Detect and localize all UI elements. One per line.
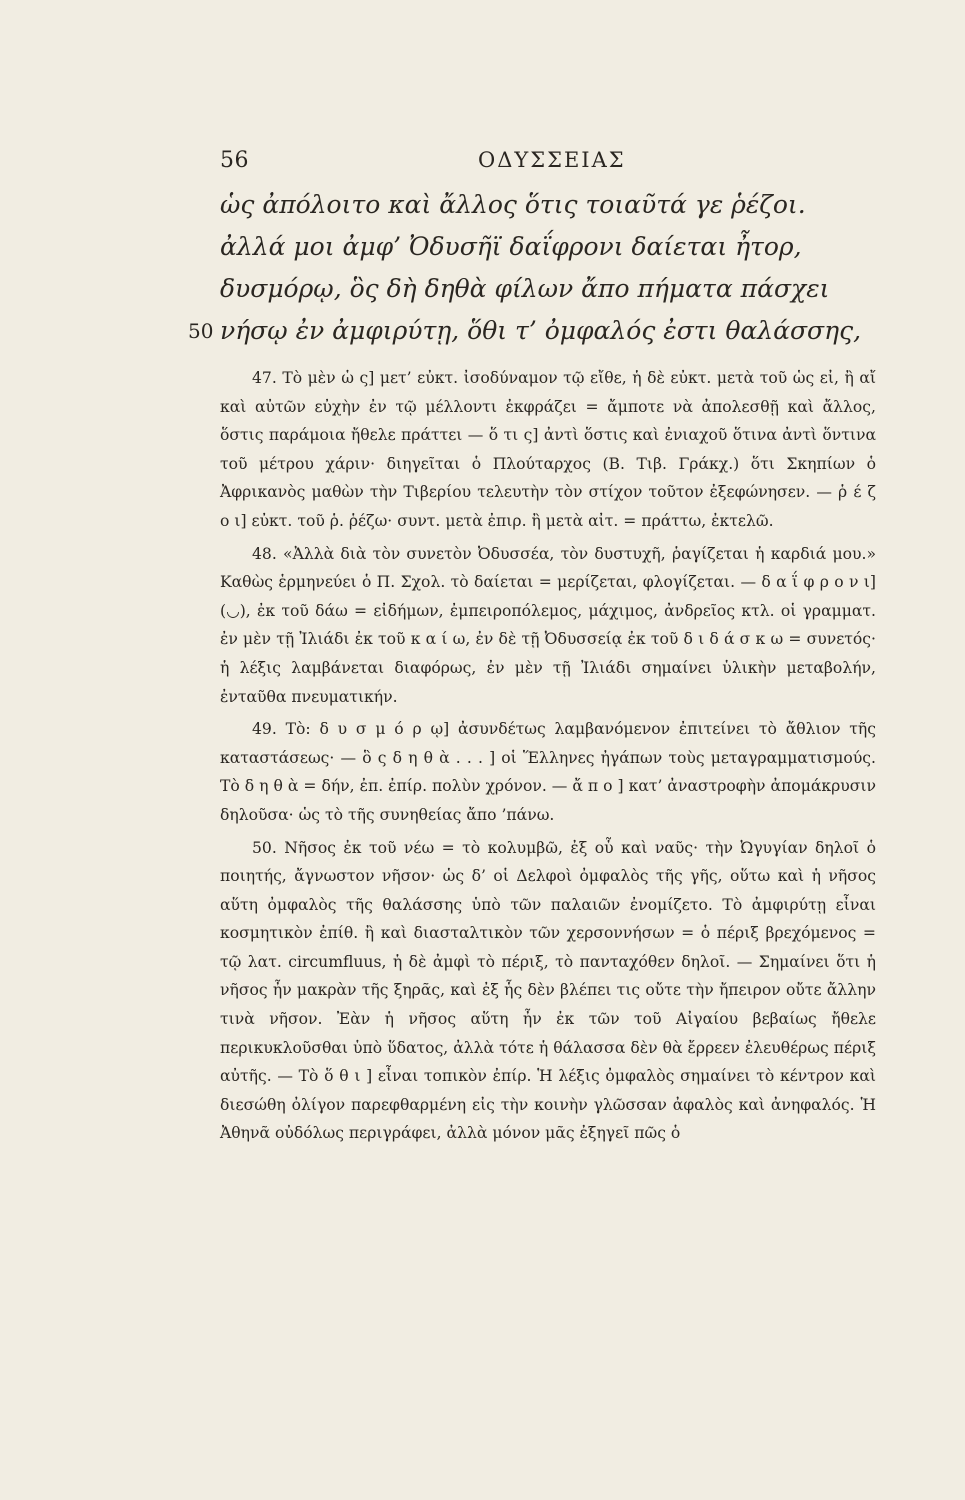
verse-block: [188, 184, 870, 352]
commentary-note-48: 48. «Ἀλλὰ διὰ τὸν συνετὸν Ὀδυσσέα, τὸν δυστυχῆ, ῥαγίζεται ἡ καρδιά μου.» Καθὼς ἑρμηνεύει ὁ Π. Σχολ. τὸ δαίεται = μερίζεται, φλογίζεται. — δ α ΐ φ ρ ο ν ι] (◡), ἐκ τοῦ δάω = εἰδήμων, ἐμπειροπόλεμος, μάχιμος, ἀνδρεῖος κτλ. οἱ γραμματ. ἐν μὲν τῇ Ἰλιάδι ἐκ τοῦ κ α ί ω, ἐν δὲ τῇ Ὀδυσσείᾳ ἐκ τοῦ δ ι δ ά σ κ ω = συνετός· ἡ λέξις λαμβάνεται διαφόρως, ἐν μὲν τῇ Ἰλιάδι σημαίνει ὑλικὴν μεταβολήν, ἐνταῦθα πνευματικήν.: [220, 544, 876, 706]
verse-text: ἀλλά μοι ἀμφ’ Ὀδυσῆϊ δαΐφρονι δαίεται ἦτορ,: [220, 232, 802, 261]
commentary-block: [220, 364, 876, 1148]
commentary-note-47: 47. Τὸ μὲν ὡ ς] μετ’ εὐκτ. ἰσοδύναμον τῷ εἴθε, ἡ δὲ εὐκτ. μετὰ τοῦ ὡς εἰ, ἢ αἴ καὶ αὐτῶν εὐχὴν ἐν τῷ μέλλοντι ἐκφράζει = ἄμποτε νὰ ἀπολεσθῇ καὶ ἄλλος, ὅστις παράμοια ἤθελε πράττει — ὅ τι ς] ἀντὶ ὅστις καὶ ἐνιαχοῦ ὅτινα ἀντὶ ὅντινα τοῦ μέτρου χάριν· διηγεῖται ὁ Πλούταρχος (Β. Τιβ. Γράκχ.) ὅτι Σκηπίων ὁ Ἀφρικανὸς μαθὼν τὴν Τιβερίου τελευτὴν τὸν στίχον τοῦτον ἐξεφώνησεν. — ῥ έ ζ ο ι] εὐκτ. τοῦ ῥ. ῥέζω· συντ. μετὰ ἐπιρ. ἢ μετὰ αἰτ. = πράττω, ἐκτελῶ.: [220, 369, 876, 530]
verse-text: νήσῳ ἐν ἀμφιρύτῃ, ὅθι τ’ ὀμφαλός ἐστι θαλάσσης,: [220, 316, 862, 345]
verse-text: ὡς ἀπόλοιτο καὶ ἄλλος ὅτις τοιαῦτά γε ῥέζοι.: [220, 190, 806, 219]
verse-number: 50: [188, 319, 214, 343]
verse-line: [220, 184, 870, 226]
verse-text: δυσμόρῳ, ὃς δὴ δηθὰ φίλων ἄπο πήματα πάσχει: [220, 274, 830, 303]
verse-line: [220, 268, 870, 310]
page-number: 56: [220, 148, 249, 173]
verse-line: [220, 226, 870, 268]
running-title: ΟΔΥΣΣΕΙΑΣ: [478, 148, 626, 172]
verse-line: [188, 310, 870, 352]
commentary-note-50: 50. Νῆσος ἐκ τοῦ νέω = τὸ κολυμβῶ, ἐξ οὗ καὶ ναῦς· τὴν Ὠγυγίαν δηλοῖ ὁ ποιητής, ἄγνωστον νῆσον· ὡς δ’ οἱ Δελφοὶ ὀμφαλὸς τῆς γῆς, οὕτω καὶ ἡ νῆσος αὕτη ὀμφαλὸς τῆς θαλάσσης ὑπὸ τῶν παλαιῶν ἐνομίζετο. Τὸ ἀμφιρύτῃ εἶναι κοσμητικὸν ἐπίθ. ἢ καὶ διασταλτικὸν τῶν χερσοννήσων = ὁ πέριξ βρεχόμενος = τῷ λατ. circumfluus, ἡ δὲ ἀμφὶ τὸ πέριξ, τὸ πανταχόθεν δηλοῖ. — Σημαίνει ὅτι ἡ νῆσος ἦν μακρὰν τῆς ξηρᾶς, καὶ ἐξ ἧς δὲν βλέπει τις οὔτε τὴν ἤπειρον οὔτε ἄλλην τινὰ νῆσον. Ἐὰν ἡ νῆσος αὕτη ἦν ἐκ τῶν τοῦ Αἰγαίου βεβαίως ἤθελε περικυκλοῦσθαι ὑπὸ ὕδατος, ἀλλὰ τότε ἡ θάλασσα δὲν θὰ ἔρρεεν ἐλευθέρως πέριξ αὐτῆς. — Τὸ ὅ θ ι ] εἶναι τοπικὸν ἐπίρ. Ἡ λέξις ὀμφαλὸς σημαίνει τὸ κέντρον καὶ διεσώθη ὀλίγον παρεφθαρμένη εἰς τὴν κοινὴν γλῶσσαν ἀφαλὸς καὶ ἀνηφαλός. Ἡ Ἀθηνᾶ οὐδόλως περιγράφει, ἀλλὰ μόνον μᾶς ἐξηγεῖ πῶς ὁ: [220, 838, 876, 1143]
commentary-note-49: 49. Τὸ: δ υ σ μ ό ρ ῳ] ἀσυνδέτως λαμβανόμενον ἐπιτείνει τὸ ἄθλιον τῆς καταστάσεως· — ὃ ς δ η θ ὰ . . . ] οἱ Ἕλληνες ἠγάπων τοὺς μεταγραμματισμούς. Τὸ δ η θ ὰ = δήν, ἐπ. ἐπίρ. πολὺν χρόνον. — ἄ π ο ] κατ’ ἀναστροφὴν ἀπομάκρυσιν δηλοῦσα· ὡς τὸ τῆς συνηθείας ἄπο ’πάνω.: [220, 720, 876, 824]
page-header: [220, 148, 880, 182]
